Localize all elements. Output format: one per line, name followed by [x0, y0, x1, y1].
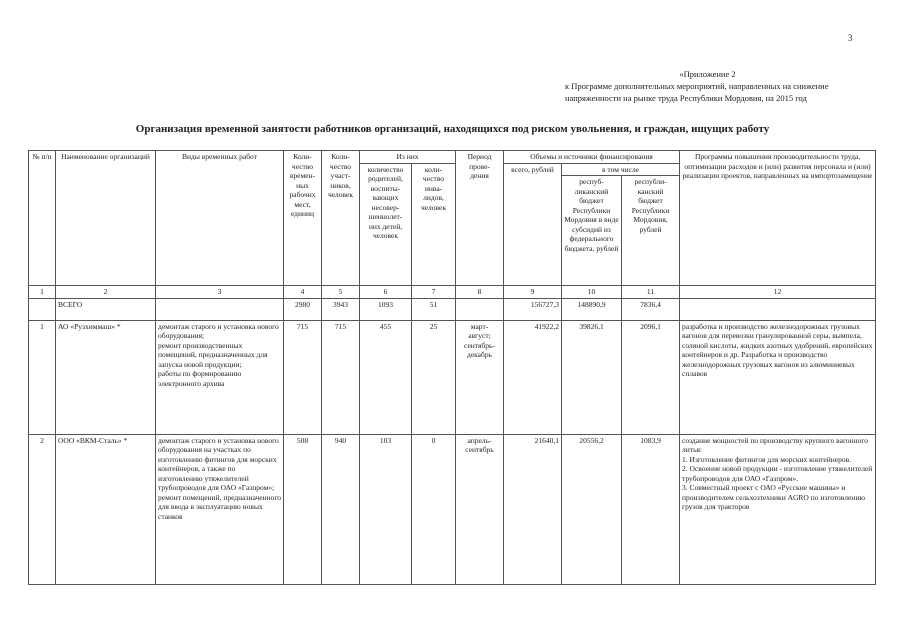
- row-rep: 2096,1: [622, 320, 680, 434]
- column-number: 10: [562, 286, 622, 299]
- header-period: Период прове- дения: [456, 151, 504, 286]
- appendix-title: «Приложение 2: [679, 69, 736, 79]
- header-rep-budget: республи- канский бюджет Республики Мордовия, рублей: [622, 176, 680, 286]
- header-places: Коли- чество времен- ных рабочих мест, единиц: [284, 151, 322, 286]
- column-number: 4: [284, 286, 322, 299]
- table-row: [29, 320, 876, 434]
- page-number: 3: [848, 33, 853, 43]
- column-number: 2: [56, 286, 156, 299]
- header-total: всего, рублей: [504, 163, 562, 286]
- row-programs: создание мощностей по производству крупного вагонного литья: 1. Изготовление фитингов для морских контейнеров. 2. Освоение новой продукции - изготовление утяжелителей трубопроводов для ОАО «Газпром». 3. Совместный проект с ОАО «Русские машины» и производителем сельхозтехники AGRO по изготовлению грузов для тракторов: [680, 434, 876, 584]
- row-works: демонтаж старого и установка нового оборудования; ремонт производственных помещений, предназначенных для запуска новой продукции; работы по формированию электронного архива: [156, 320, 284, 434]
- total-participants: 3943: [322, 298, 360, 320]
- row-works: демонтаж старого и установка нового оборудования на участках по изготовлению фитингов для морских контейнеров, а также по изготовлению утяжелителей трубопроводов для ОАО «Газпром»; ремонт помещений, предназначенного для ввода в эксплуатацию новых станков: [156, 434, 284, 584]
- document-title: Организация временной занятости работников организаций, находящихся под риском увольнения, и граждан, ищущих работу: [135, 123, 770, 135]
- appendix-line-1: к Программе дополнительных мероприятий, направленных на снижение: [565, 81, 829, 91]
- column-number: 8: [456, 286, 504, 299]
- row-num: 1: [29, 320, 56, 434]
- header-rep-budget-subsidy: респуб- ликанский бюджет Республики Мордовия в виде субсидий из федерального бюджета, рублей: [562, 176, 622, 286]
- row-rep: 1083,9: [622, 434, 680, 584]
- header-disabled: коли- чество инва- лидов, человек: [412, 163, 456, 286]
- row-total: 41922,2: [504, 320, 562, 434]
- header-num: № п/п: [29, 151, 56, 286]
- row-parents: 103: [360, 434, 412, 584]
- column-number: 5: [322, 286, 360, 299]
- appendix-header: [565, 68, 850, 104]
- row-fed: 39826,1: [562, 320, 622, 434]
- column-number: 6: [360, 286, 412, 299]
- employment-table: [28, 150, 876, 585]
- row-parents: 455: [360, 320, 412, 434]
- header-of-them: Из них: [360, 151, 456, 164]
- total-label: ВСЕГО: [56, 298, 156, 320]
- row-participants: 715: [322, 320, 360, 434]
- row-programs: разработка и производство железнодорожных грузовых вагонов для перевозки гранулированной серы, вымпела, соляной кислоты, жидких азотных удобрений, европейских контейнеров и др. Разработка и производство железнодорожных грузовых вагонов из алюминиевых сплавов: [680, 320, 876, 434]
- total-fed: 148890,9: [562, 298, 622, 320]
- row-period: апрель- сентябрь: [456, 434, 504, 584]
- row-disabled: 25: [412, 320, 456, 434]
- row-org: ООО «ВКМ-Сталь» *: [56, 434, 156, 584]
- row-participants: 940: [322, 434, 360, 584]
- total-places: 2980: [284, 298, 322, 320]
- column-number: 1: [29, 286, 56, 299]
- column-number: 12: [680, 286, 876, 299]
- total-parents: 1093: [360, 298, 412, 320]
- total-disabled: 51: [412, 298, 456, 320]
- row-period: март- август; сентябрь- декабрь: [456, 320, 504, 434]
- header-financing: Объемы и источники финансирования: [504, 151, 680, 164]
- header-org: Наименование организаций: [56, 151, 156, 286]
- column-numbers-row: [29, 286, 876, 299]
- column-number: 7: [412, 286, 456, 299]
- row-places: 715: [284, 320, 322, 434]
- table-row: [29, 434, 876, 584]
- header-programs: Программы повышения производительности труда, оптимизации расходов и (или) развития персонала и (или) реализации проектов, направленных на импортозамещение: [680, 151, 876, 286]
- header-including: в том числе: [562, 163, 680, 176]
- header-participants: Коли- чество участ- ников, человек: [322, 151, 360, 286]
- row-disabled: 0: [412, 434, 456, 584]
- column-number: 11: [622, 286, 680, 299]
- total-sum: 156727,3: [504, 298, 562, 320]
- row-num: 2: [29, 434, 56, 584]
- header-works: Виды временных работ: [156, 151, 284, 286]
- row-places: 508: [284, 434, 322, 584]
- row-total: 21640,1: [504, 434, 562, 584]
- column-number: 9: [504, 286, 562, 299]
- appendix-line-2: напряженности на рынке труда Республики Мордовия, на 2015 год: [565, 93, 807, 103]
- row-org: АО «Рузхиммаш» *: [56, 320, 156, 434]
- row-fed: 20556,2: [562, 434, 622, 584]
- total-rep: 7836,4: [622, 298, 680, 320]
- total-row: [29, 298, 876, 320]
- header-parents: количество родителей, воспиты- вающих несовер- шеннолет- них детей, человек: [360, 163, 412, 286]
- column-number: 3: [156, 286, 284, 299]
